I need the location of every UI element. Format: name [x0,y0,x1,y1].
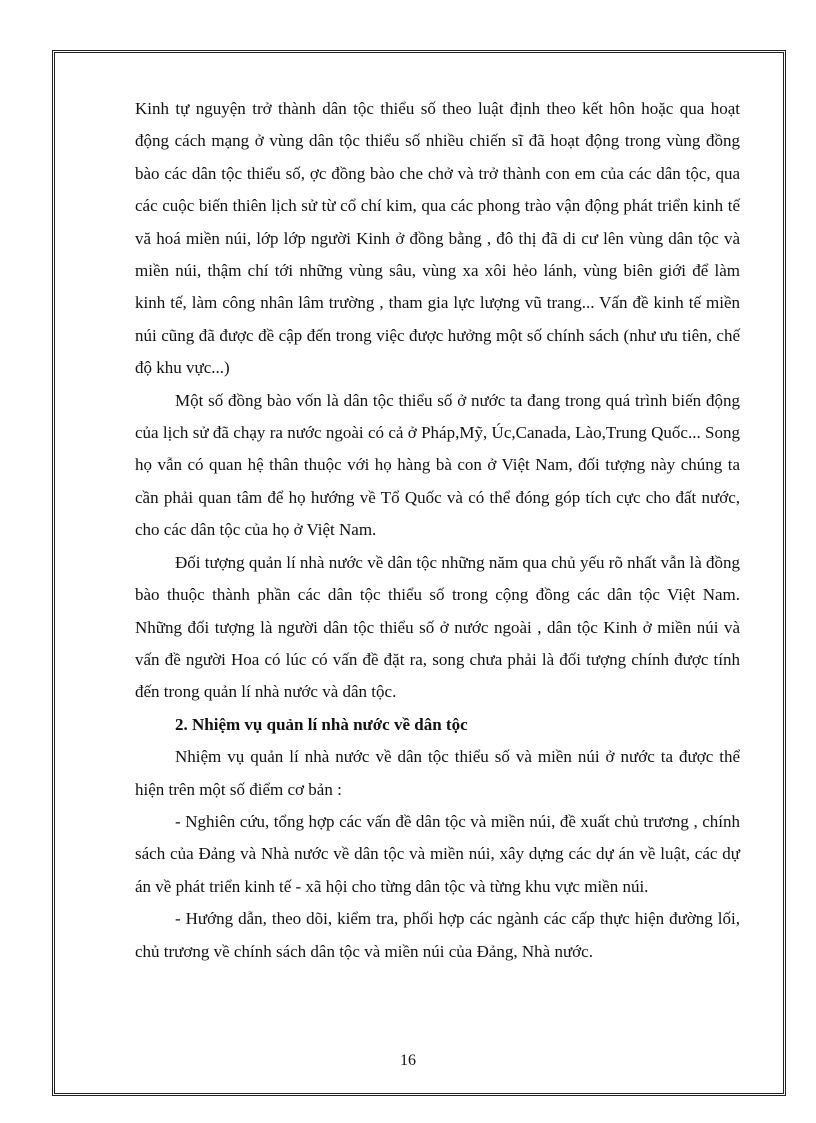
page-content [135,93,740,968]
paragraph-tasks-intro: Nhiệm vụ quản lí nhà nước về dân tộc thiểu số và miền núi ở nước ta được thể hiện trên một số điểm cơ bản : [135,747,740,799]
paragraph-overseas-minorities: Một số đồng bào vốn là dân tộc thiểu số ở nước ta đang trong quá trình biến động của lịch sử đã chạy ra nước ngoài có cả ở Pháp,Mỹ, Úc,Canada, Lào,Trung Quốc... Song họ vẫn có quan hệ thân thuộc với họ hàng bà con ở Việt Nam, đối tượng này chúng ta cần phải quan tâm để họ hướng về Tổ Quốc và có thể đóng góp tích cực cho đất nước, cho các dân tộc của họ ở Việt Nam. [135,390,740,540]
list-item-guidance: - Hướng dẫn, theo dõi, kiểm tra, phối hợp các ngành các cấp thực hiện đường lối, chủ trương về chính sách dân tộc và miền núi của Đảng, Nhà nước. [135,909,740,961]
list-item-research: - Nghiên cứu, tổng hợp các vấn đề dân tộc và miền núi, đề xuất chủ trương , chính sách của Đảng và Nhà nước về dân tộc và miền núi, xây dựng các dự án về luật, các dự án về phát triển kinh tế - xã hội cho từng dân tộc và từng khu vực miền núi. [135,811,740,896]
section-heading: 2. Nhiệm vụ quản lí nhà nước về dân tộc [175,714,468,734]
page-number: 16 [400,1052,416,1069]
paragraph-continuation: Kinh tự nguyện trở thành dân tộc thiểu số theo luật định theo kết hôn hoặc qua hoạt động cách mạng ở vùng dân tộc thiểu số nhiều chiến sĩ đã hoạt động trong vùng đồng bào các dân tộc thiểu số, ợc đồng bào che chở và trở thành con em của các dân tộc, qua các cuộc biến thiên lịch sử từ cổ chí kim, qua các phong trào vận động phát triển kinh tế vă hoá miền núi, lớp lớp người Kinh ở đồng bằng , đô thị đã di cư lên vùng dân tộc và miền núi, thậm chí tới những vùng sâu, vùng xa xôi hẻo lánh, vùng biên giới để làm kinh tế, làm công nhân lâm trường , tham gia lực lượng vũ trang... Vấn đề kinh tế miền núi cũng đã được đề cập đến trong việc được hưởng một số chính sách (như ưu tiên, chế độ khu vực...) [135,99,740,378]
paragraph-management-subjects: Đối tượng quản lí nhà nước về dân tộc những năm qua chủ yếu rõ nhất vẫn là đồng bào thuộc thành phần các dân tộc thiểu số trong cộng đồng các dân tộc Việt Nam. Những đối tượng là người dân tộc thiểu số ở nước ngoài , dân tộc Kinh ở miền núi và vấn đề người Hoa có lúc có vấn đề đặt ra, song chưa phải là đối tượng chính được tính đến trong quản lí nhà nước và dân tộc. [135,552,740,702]
